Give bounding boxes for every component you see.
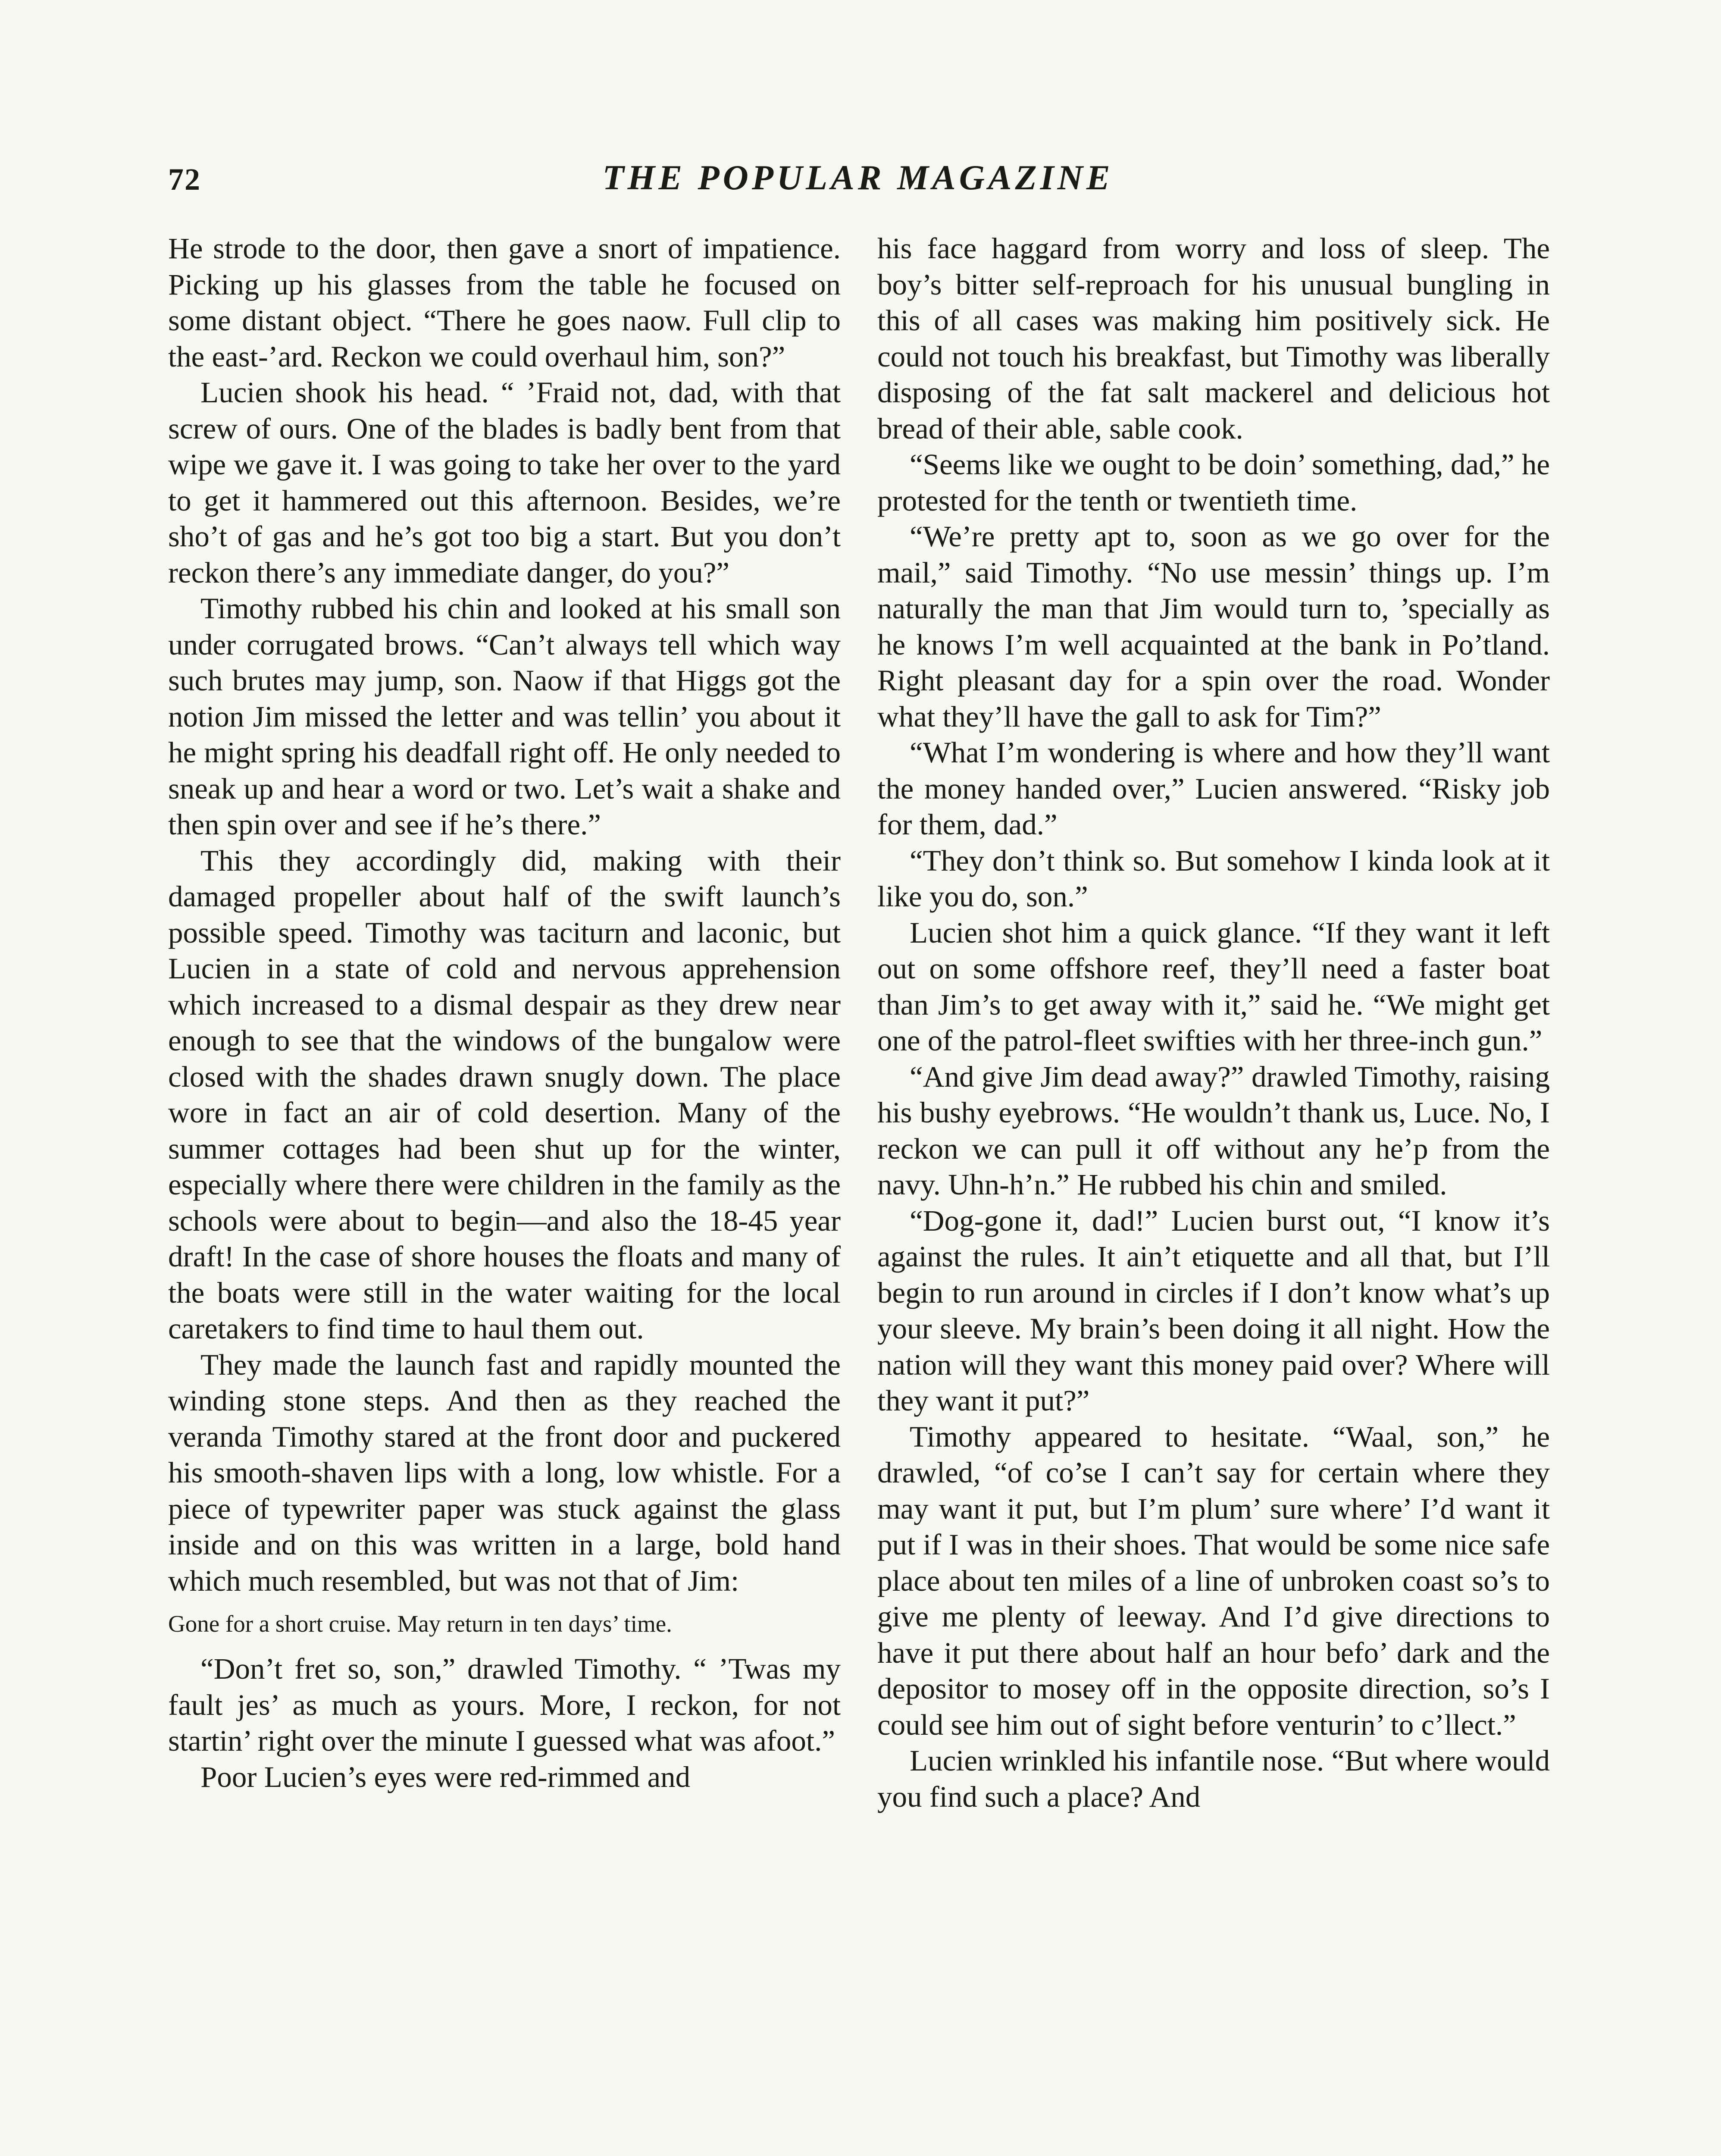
paragraph: “They don’t think so. But somehow I kinda look at it like you do, son.” bbox=[877, 844, 1550, 913]
paragraph: “What I’m wondering is where and how they’ll want the money handed over,” Lucien answered. “Risky job for them, dad.” bbox=[877, 736, 1550, 841]
paragraph: This they accordingly did, making with their damaged propeller about half of the swift launch’s possible speed. Timothy was taciturn and laconic, but Lucien in a state of cold and nervous apprehension which increased to a dismal despair as they drew near enough to see that the windows of the bungalow were closed with the shades drawn snugly down. The place wore in fact an air of cold desertion. Many of the summer cottages had been shut up for the winter, especially where there were children in the family as the schools were about to begin—and also the 18-45 year draft! In the case of shore houses the floats and many of the boats were still in the water waiting for the local caretakers to find time to haul them out. bbox=[168, 844, 841, 1345]
paragraph: “Don’t fret so, son,” drawled Timothy. “ ’Twas my fault jes’ as much as yours. More, I reckon, for not startin’ right over the minute I guessed what was afoot.” bbox=[168, 1652, 841, 1757]
paragraph: “Seems like we ought to be doin’ something, dad,” he protested for the tenth or twentieth time. bbox=[877, 448, 1550, 517]
paragraph: Lucien wrinkled his infantile nose. “But where would you find such a place? And bbox=[877, 1744, 1550, 1813]
paragraph: Timothy rubbed his chin and looked at his small son under corrugated brows. “Can’t always tell which way such brutes may jump, son. Naow if that Higgs got the notion Jim missed the letter and was tellin’ you about it he might spring his deadfall right off. He only needed to sneak up and hear a word or two. Let’s wait a shake and then spin over and see if he’s there.” bbox=[168, 592, 841, 841]
typewritten-note: Gone for a short cruise. May return in ten days’ time. bbox=[168, 1611, 672, 1637]
paragraph: his face haggard from worry and loss of sleep. The boy’s bitter self-reproach for his unusual bungling in this of all cases was making him positively sick. He could not touch his breakfast, but Timothy was liberally disposing of the fat salt mackerel and delicious hot bread of their able, sable cook. bbox=[877, 232, 1550, 445]
paragraph: They made the launch fast and rapidly mounted the winding stone steps. And then as they reached the veranda Timothy stared at the front door and puckered his smooth-shaven lips with a long, low whistle. For a piece of typewriter paper was stuck against the glass inside and on this was written in a large, bold hand which much resembled, but was not that of Jim: bbox=[168, 1348, 841, 1597]
paragraph: “Dog-gone it, dad!” Lucien burst out, “I know it’s against the rules. It ain’t etiquette and all that, but I’ll begin to run around in circles if I don’t know what’s up your sleeve. My brain’s been doing it all night. How the nation will they want this money paid over? Where will they want it put?” bbox=[877, 1204, 1550, 1417]
paragraph: “And give Jim dead away?” drawled Timothy, raising his bushy eyebrows. “He wouldn’t thank us, Luce. No, I reckon we can pull it off without any he’p from the navy. Uhn-h’n.” He rubbed his chin and smiled. bbox=[877, 1060, 1550, 1201]
magazine-title: THE POPULAR MAGAZINE bbox=[602, 158, 1114, 197]
paragraph: Lucien shook his head. “ ’Fraid not, dad, with that screw of ours. One of the blades is badly bent from that wipe we gave it. I was going to take her over to the yard to get it hammered out this afternoon. Besides, we’re sho’t of gas and he’s got too big a start. But you don’t reckon there’s any immediate danger, do you?” bbox=[168, 376, 841, 589]
paragraph: He strode to the door, then gave a snort of impatience. Picking up his glasses from the table he focused on some distant object. “There he goes naow. Full clip to the east-’ard. Reckon we could overhaul him, son?” bbox=[168, 232, 841, 373]
paragraph: “We’re pretty apt to, soon as we go over for the mail,” said Timothy. “No use messin’ things up. I’m naturally the man that Jim would turn to, ’specially as he knows I’m well acquainted at the bank in Po’tland. Right pleasant day for a spin over the road. Wonder what they’ll have the gall to ask for Tim?” bbox=[877, 520, 1550, 733]
right-column bbox=[877, 231, 1550, 1815]
paragraph: Lucien shot him a quick glance. “If they want it left out on some offshore reef, they’ll need a faster boat than Jim’s to get away with it,” said he. “We might get one of the patrol-fleet swifties with her three-inch gun.” bbox=[877, 916, 1550, 1057]
paragraph: Poor Lucien’s eyes were red-rimmed and bbox=[200, 1760, 691, 1793]
page-number: 72 bbox=[168, 162, 201, 197]
left-column bbox=[168, 231, 841, 1795]
paragraph: Timothy appeared to hesitate. “Waal, son,” he drawled, “of co’se I can’t say for certain where they may want it put, but I’m plum’ sure where’ I’d want it put if I was in their shoes. That would be some nice safe place about ten miles of a line of unbroken coast so’s to give me plenty of leeway. And I’d give directions to have it put there about half an hour befo’ dark and the depositor to mosey off in the opposite direction, so’s I could see him out of sight before venturin’ to c’llect.” bbox=[877, 1420, 1550, 1741]
page-header bbox=[168, 153, 1548, 213]
